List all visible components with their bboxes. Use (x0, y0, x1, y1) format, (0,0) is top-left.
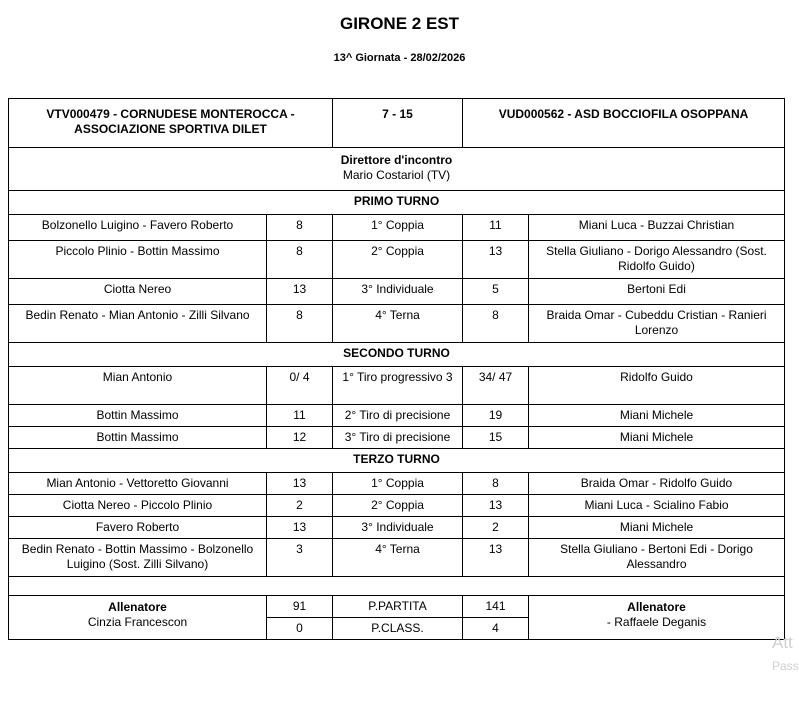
table-cell: 3° Tiro di precisione (333, 427, 463, 449)
home-team: VTV000479 - CORNUDESE MONTEROCCA - ASSOCIAZIONE SPORTIVA DILET (9, 99, 333, 148)
table-cell: Favero Roberto (9, 517, 267, 539)
table-cell: Mian Antonio - Vettoretto Giovanni (9, 473, 267, 495)
table-cell: 15 (463, 427, 529, 449)
round-date: 13^ Giornata - 28/02/2026 (333, 52, 466, 64)
table-cell: 0/ 4 (267, 367, 333, 405)
table-cell: 13 (267, 517, 333, 539)
table-cell: Piccolo Plinio - Bottin Massimo (9, 241, 267, 279)
table-cell: Miani Michele (529, 427, 785, 449)
table-cell: 4° Terna (333, 305, 463, 343)
table-cell: 13 (267, 279, 333, 305)
table-row (9, 405, 785, 427)
match-report-table (8, 98, 785, 640)
table-cell: 8 (267, 305, 333, 343)
table-cell: Bertoni Edi (529, 279, 785, 305)
activation-watermark: Att Pass (772, 633, 799, 673)
table-row (9, 279, 785, 305)
director-name: Mario Costariol (TV) (342, 168, 451, 182)
table-cell: Bottin Massimo (9, 405, 267, 427)
table-cell: 8 (267, 215, 333, 241)
table-cell: 1° Coppia (333, 215, 463, 241)
away-team: VUD000562 - ASD BOCCIOFILA OSOPPANA (463, 99, 785, 148)
table-cell: Bottin Massimo (9, 427, 267, 449)
table-cell: Ciotta Nereo - Piccolo Plinio (9, 495, 267, 517)
table-cell: 8 (463, 305, 529, 343)
table-cell: 12 (267, 427, 333, 449)
table-cell: 13 (463, 495, 529, 517)
table-cell: 13 (267, 473, 333, 495)
director-row (9, 148, 785, 191)
away-points-partita: 141 (463, 596, 529, 618)
table-row (9, 517, 785, 539)
table-cell: Braida Omar - Ridolfo Guido (529, 473, 785, 495)
table-cell: 19 (463, 405, 529, 427)
away-coach: Allenatore - Raffaele Deganis (529, 596, 785, 640)
table-cell: 2 (267, 495, 333, 517)
table-cell: 2 (463, 517, 529, 539)
table-row (9, 473, 785, 495)
table-row (9, 367, 785, 405)
table-cell: 3 (267, 539, 333, 577)
table-cell: 8 (463, 473, 529, 495)
teams-header-row (9, 99, 785, 148)
table-cell: 13 (463, 539, 529, 577)
table-cell: Mian Antonio (9, 367, 267, 405)
director-label: Direttore d'incontro (340, 153, 453, 167)
table-cell: Braida Omar - Cubeddu Cristian - Ranieri Lorenzo (529, 305, 785, 343)
table-cell: Ciotta Nereo (9, 279, 267, 305)
table-cell: 5 (463, 279, 529, 305)
table-cell: 1° Coppia (333, 473, 463, 495)
table-cell: Bolzonello Luigino - Favero Roberto (9, 215, 267, 241)
table-row (9, 495, 785, 517)
section-header: SECONDO TURNO (9, 343, 785, 367)
table-cell: Stella Giuliano - Dorigo Alessandro (Sost. Ridolfo Guido) (529, 241, 785, 279)
table-cell: Miani Luca - Scialino Fabio (529, 495, 785, 517)
final-score: 7 - 15 (333, 99, 463, 148)
page-title: GIRONE 2 EST (339, 14, 460, 33)
table-cell: 34/ 47 (463, 367, 529, 405)
table-cell: 4° Terna (333, 539, 463, 577)
away-points-class: 4 (463, 618, 529, 640)
table-row (9, 215, 785, 241)
footer-row-partita (9, 596, 785, 618)
table-cell: 1° Tiro progressivo 3 (333, 367, 463, 405)
section-header: TERZO TURNO (9, 449, 785, 473)
home-coach: Allenatore Cinzia Francescon (9, 596, 267, 640)
table-row (9, 305, 785, 343)
table-cell: 2° Tiro di precisione (333, 405, 463, 427)
table-cell: Miani Michele (529, 405, 785, 427)
table-cell: 11 (463, 215, 529, 241)
spacer-row (9, 577, 785, 596)
table-cell: 3° Individuale (333, 517, 463, 539)
table-cell: Ridolfo Guido (529, 367, 785, 405)
table-cell: 8 (267, 241, 333, 279)
table-cell: 11 (267, 405, 333, 427)
table-row (9, 241, 785, 279)
section-header: PRIMO TURNO (9, 191, 785, 215)
home-points-partita: 91 (267, 596, 333, 618)
table-cell: Bedin Renato - Mian Antonio - Zilli Silvano (9, 305, 267, 343)
table-cell: 13 (463, 241, 529, 279)
class-label: P.CLASS. (333, 618, 463, 640)
table-row (9, 427, 785, 449)
home-points-class: 0 (267, 618, 333, 640)
partita-label: P.PARTITA (333, 596, 463, 618)
table-row (9, 539, 785, 577)
table-cell: Bedin Renato - Bottin Massimo - Bolzonello Luigino (Sost. Zilli Silvano) (9, 539, 267, 577)
table-cell: 2° Coppia (333, 241, 463, 279)
table-cell: 3° Individuale (333, 279, 463, 305)
table-cell: Stella Giuliano - Bertoni Edi - Dorigo Alessandro (529, 539, 785, 577)
table-cell: Miani Michele (529, 517, 785, 539)
table-cell: Miani Luca - Buzzai Christian (529, 215, 785, 241)
table-cell: 2° Coppia (333, 495, 463, 517)
